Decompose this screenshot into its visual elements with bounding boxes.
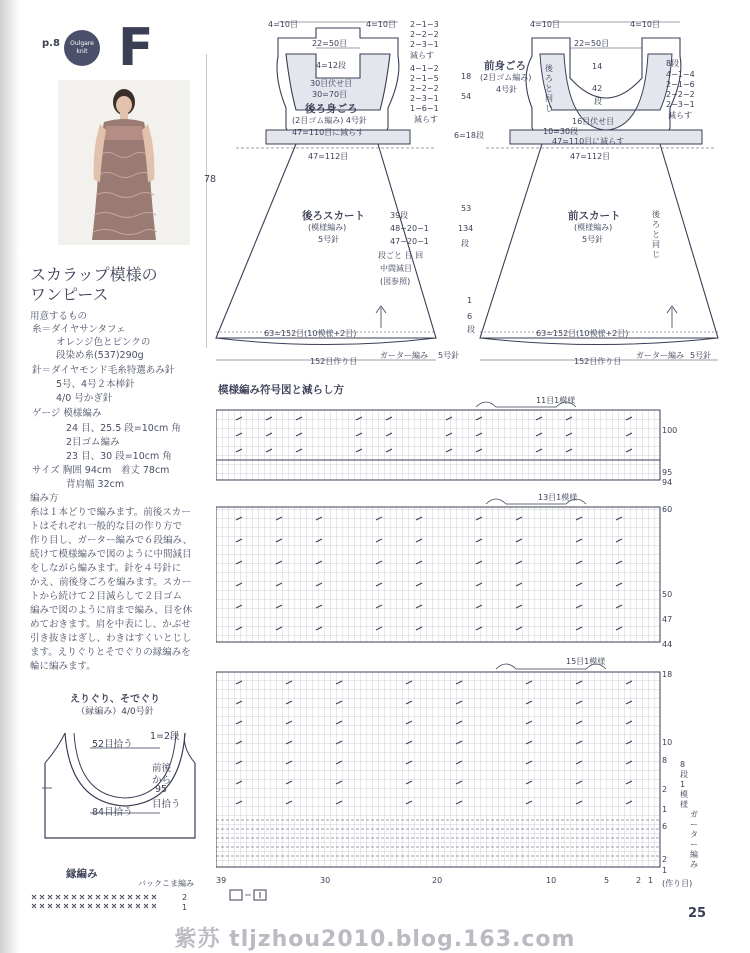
back-decrease-note: 48−20−1	[390, 224, 429, 233]
front-bodice-sub: (2目ゴム編み)	[480, 73, 532, 82]
col-10: 10	[546, 876, 557, 885]
back-garter-label: ガーター編み	[380, 351, 428, 360]
back-decrease-note: (図参照)	[380, 277, 411, 286]
col-1: 1	[648, 876, 654, 885]
front-neck-dec: 2−1−6	[666, 80, 695, 89]
binding-shadow	[0, 0, 20, 953]
materials-yarn: 糸＝ダイヤサンタフェ	[32, 324, 126, 335]
front-width-112: 47=112目	[570, 152, 611, 161]
rib-height: 6=18段	[454, 131, 484, 140]
front-bottom-width: 63=152目(10模様+2目)	[536, 329, 629, 338]
front-garter-needle: 5号針	[690, 351, 712, 360]
front-shoulder-left-width: 4=10目	[530, 20, 560, 29]
back-skirt-needle: 5号針	[318, 235, 340, 244]
chart3-repeat: 15目1模様	[566, 657, 606, 666]
garter-height-unit: 段	[467, 325, 475, 334]
neck-pick-84: 84目拾う	[92, 807, 133, 818]
edging-chart	[30, 890, 170, 912]
chart3-row-2: 2	[662, 785, 668, 794]
back-shoulder-dec: 2−1−3	[410, 20, 439, 29]
back-decrease-note: 段ごと 目 回	[378, 251, 424, 260]
col-2: 2	[636, 876, 642, 885]
chart3-row-8: 8	[662, 756, 668, 765]
model-photo	[58, 80, 190, 245]
total-length: 78	[204, 174, 217, 185]
front-same-as-back: 後ろと同じ	[545, 64, 553, 113]
back-garter-needle: 5号針	[438, 351, 460, 360]
skirt-height-rows: 134	[458, 224, 474, 233]
front-bodice-decrease: 47=110目に減らす	[552, 137, 625, 146]
neck-rows: 1=2段	[150, 731, 180, 742]
method-line: めておきます。肩を中表にし、かぶせ	[30, 619, 191, 630]
chart3-row-6: 6	[662, 822, 668, 831]
neckline-subheading: （縁編み）4/0号針	[76, 707, 154, 717]
method-line: トはそれぞれ一般的な目の作り方で	[30, 521, 183, 532]
bodice-height-cm: 18	[461, 72, 472, 81]
front-bind-off: 16目伏せ目	[572, 117, 615, 126]
front-bodice-needle: 4号針	[496, 85, 518, 94]
chart1-row-94: 94	[662, 478, 673, 487]
chart1-row-95: 95	[662, 468, 673, 477]
garter-height-rows: 6	[467, 312, 473, 321]
back-armhole-dec: 2−3−1	[410, 94, 439, 103]
back-width-112: 47=112目	[308, 152, 349, 161]
col-39: 39	[216, 876, 227, 885]
brand-badge-text: Oulgare knit	[70, 40, 94, 55]
method-line: トから続けて２目減らして２目ゴム	[30, 591, 183, 602]
col-30: 30	[320, 876, 331, 885]
front-skirt-title: 前スカート	[568, 210, 621, 222]
pattern-title-line1: スカラップ模様の	[30, 265, 158, 284]
chart3-row-10: 10	[662, 738, 673, 747]
back-shoulder-dec: 減らす	[410, 51, 434, 60]
back-shoulder-dec: 2−2−2	[410, 30, 439, 39]
front-bind-width: 10=30段	[543, 127, 579, 136]
front-neck-dec: 2−2−2	[666, 90, 695, 99]
front-neck-rows: 42	[592, 84, 603, 93]
legend-equals: ＝	[244, 891, 252, 900]
charts-heading: 模様編み符号図と減らし方	[218, 384, 344, 396]
skirt-height-cm: 53	[461, 204, 472, 213]
brand-badge	[64, 30, 100, 66]
back-shoulder-dec: 2−3−1	[410, 40, 439, 49]
back-bind-off: 30目伏せ目	[310, 79, 353, 88]
method-line: 輪に編みます。	[30, 661, 96, 672]
front-neck-rows-unit: 段	[594, 97, 602, 106]
col-20: 20	[432, 876, 443, 885]
method-line: ます。えりぐりとそでぐりの縁編みを	[30, 647, 191, 658]
front-cast-on: 152目作り目	[574, 357, 622, 366]
back-armhole-dec: 2−2−2	[410, 84, 439, 93]
chart3-repeat-rows: 8段1模様	[680, 760, 688, 809]
back-bodice-title: 後ろ身ごろ	[305, 103, 358, 115]
back-cast-on: 152目作り目	[310, 357, 358, 366]
page-reference: p.8	[42, 38, 60, 49]
chart1-row-100: 100	[662, 426, 678, 435]
back-decrease-note: 中間減目	[380, 264, 412, 273]
watermark: 紫苏 tljzhou2010.blog.163.com	[174, 927, 576, 952]
size-shoulder: 背肩幅 32cm	[66, 479, 125, 490]
method-heading: 編み方	[30, 493, 59, 504]
front-neck-dec: 4−1−4	[666, 70, 695, 79]
edging-heading: 縁編み	[66, 868, 98, 880]
back-bottom-width: 63=152目(10模様+2目)	[264, 329, 357, 338]
gauge-pattern: 24 目、25.5 段=10cm 角	[66, 423, 181, 434]
neckline-heading: えりぐり、そでぐり	[70, 694, 160, 705]
chart3-row-2b: 2	[662, 855, 668, 864]
back-armhole-dec: 4−1−2	[410, 64, 439, 73]
armhole-side-1: 前後	[152, 763, 172, 774]
col-5: 5	[604, 876, 610, 885]
stitch-charts	[216, 392, 678, 902]
front-garter-label: ガーター編み	[636, 351, 684, 360]
back-armhole-dec: 1−6−1	[410, 104, 439, 113]
chart3-row-18: 18	[662, 670, 673, 679]
chart2-row-60: 60	[662, 505, 673, 514]
front-neck-rows-cm: 14	[592, 62, 603, 71]
back-shoulder-right-width: 4=10目	[366, 20, 396, 29]
size-chest-length: サイズ 胸囲 94cm 着丈 78cm	[32, 465, 170, 476]
materials-yarn-color: オレンジ色とピンクの	[56, 337, 151, 348]
bodice-height-rows: 54	[461, 92, 472, 101]
back-skirt-stitch: (模様編み)	[308, 223, 347, 232]
back-armhole-dec: 減らす	[414, 115, 438, 124]
method-line: 糸は１本どりで編みます。前後スカー	[30, 507, 191, 518]
back-decrease-note: 39段	[390, 211, 409, 220]
edging-row-2: 2	[182, 893, 188, 902]
method-line: 編みで図のように肩まで編み、目を休	[30, 605, 193, 616]
chart2-row-50: 50	[662, 590, 673, 599]
chart2-repeat: 13目1模様	[538, 493, 578, 502]
page-number: 25	[688, 906, 707, 921]
front-skirt-stitch: (模様編み)	[574, 223, 613, 232]
back-shoulder-left-width: 4=10目	[268, 20, 298, 29]
back-bind-off-count: 30=70目	[312, 90, 348, 99]
armhole-side-2: から	[152, 775, 172, 786]
gauge-rib-label: 2目ゴム編み	[66, 437, 120, 448]
chart2-row-47: 47	[662, 615, 673, 624]
chart3-garter: ガーター編み	[690, 810, 698, 869]
edging-back-post: バックこま編み	[138, 879, 194, 888]
front-neck-width: 22=50目	[574, 39, 610, 48]
edging-row-1: 1	[182, 903, 188, 912]
chart3-row-1: 1	[662, 805, 668, 814]
method-line: 引き抜きはぎし、わきはすくいとじし	[30, 633, 192, 644]
armhole-side-4: 目拾う	[152, 799, 181, 810]
front-skirt-needle: 5号針	[582, 235, 604, 244]
chart3-cast-on: (作り目)	[662, 879, 693, 888]
model-figure-illustration	[58, 80, 190, 245]
materials-heading: 用意するもの	[30, 311, 88, 322]
front-bodice-title: 前身ごろ	[484, 60, 526, 72]
method-line: をしながら編みます。針を４号針に	[30, 563, 182, 574]
neck-pick-52: 52目拾う	[92, 739, 133, 750]
method-line: 続けて模様編みで図のように中間減目	[30, 549, 192, 560]
armhole-side-3: 95	[155, 784, 168, 795]
back-skirt-title: 後ろスカート	[302, 210, 365, 222]
chart2-row-44: 44	[662, 640, 673, 649]
materials-needle-sizes: 5号、4号２本棒針	[56, 379, 135, 390]
pattern-letter: F	[118, 18, 154, 78]
method-line: 作り目し、ガーター編みで６段編み、	[30, 535, 193, 546]
front-skirt-same: 後ろと同じ	[652, 210, 660, 259]
back-decrease-note: 47−20−1	[390, 237, 429, 246]
chart3-row-1b: 1	[662, 866, 668, 875]
back-bodice-decrease: 47=110目に減らす	[292, 128, 365, 137]
garter-height-cm: 1	[467, 296, 473, 305]
gauge-heading: ゲージ 模様編み	[32, 408, 102, 419]
materials-yarn-amount: 段染め糸(537)290g	[56, 350, 144, 361]
materials-needles: 針＝ダイヤモンド毛糸特選あみ針	[32, 365, 175, 376]
front-neck-dec: 減らす	[668, 111, 692, 120]
front-neck-rows-8: 8段	[666, 59, 680, 68]
back-bodice-sub: (2目ゴム編み) 4号針	[292, 116, 367, 125]
back-neck-width: 22=50目	[312, 39, 348, 48]
materials-crochet-hook: 4/0 号かぎ針	[56, 393, 113, 404]
gauge-rib: 23 目、30 段=10cm 角	[66, 451, 172, 462]
front-shoulder-right-width: 4=10目	[630, 20, 660, 29]
skirt-height-unit: 段	[461, 239, 469, 248]
back-armhole-dec: 2−1−5	[410, 74, 439, 83]
method-line: かえ、前後身ごろを編みます。スカー	[30, 577, 192, 588]
back-neck-rows: 4=12段	[316, 61, 346, 70]
pattern-title-line2: ワンピース	[30, 285, 109, 304]
chart1-repeat: 11目1模様	[536, 396, 576, 405]
front-neck-dec: 2−3−1	[666, 100, 695, 109]
